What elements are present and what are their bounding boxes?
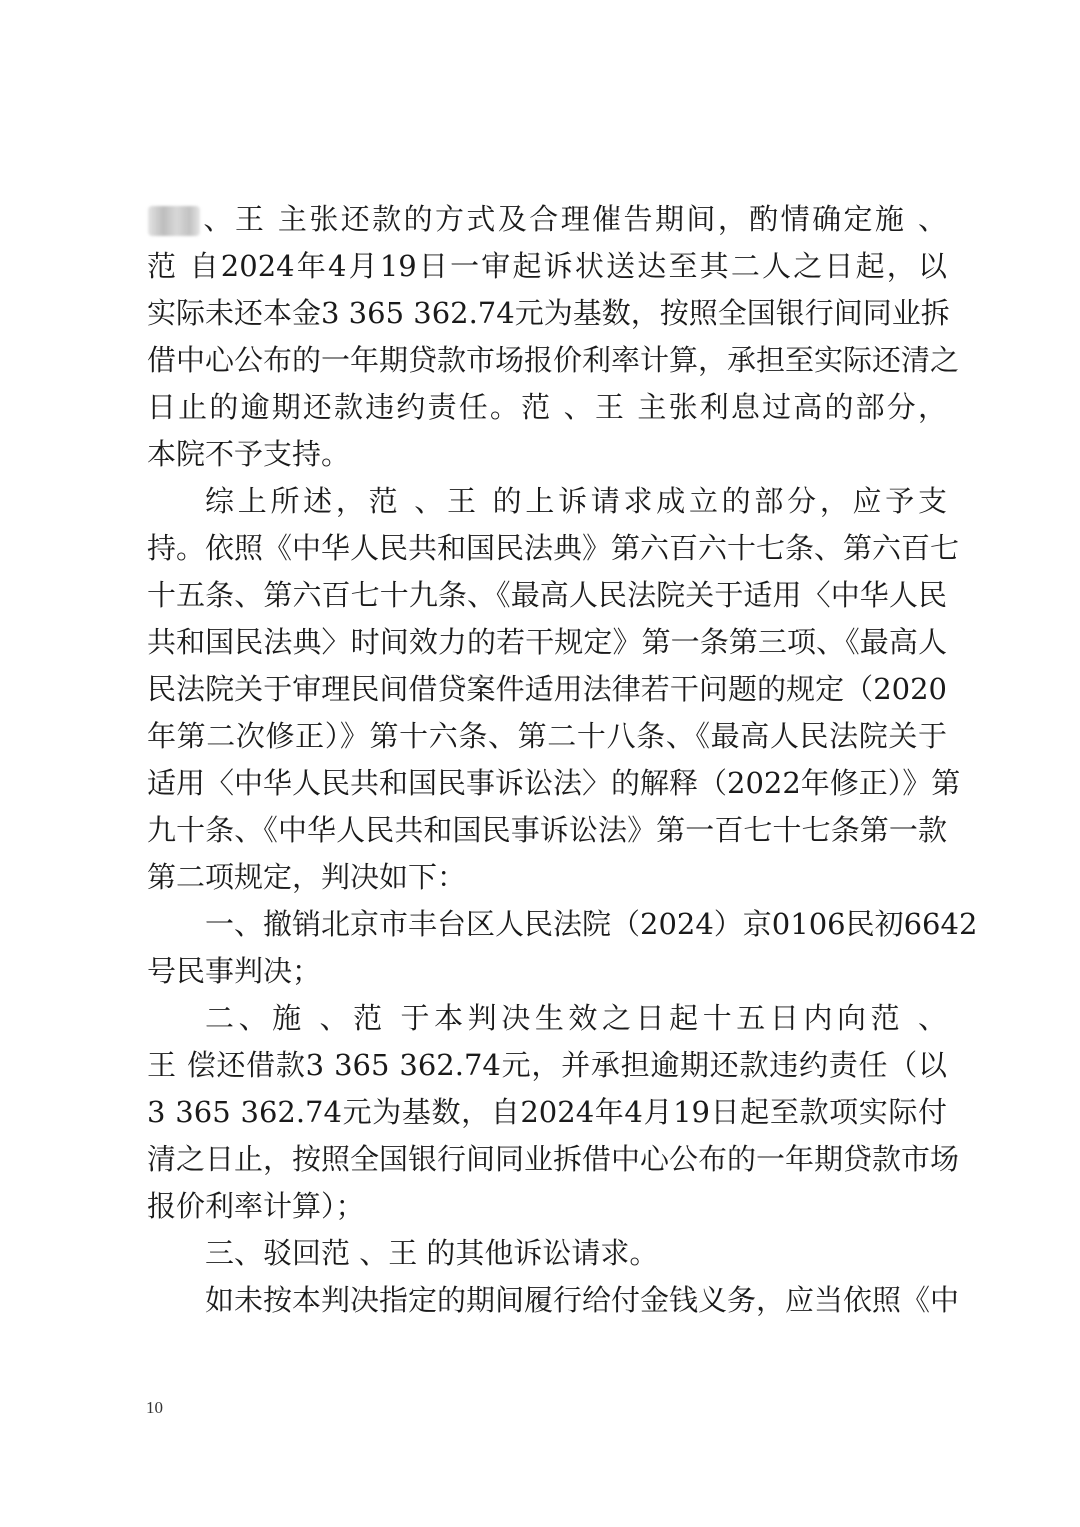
text-line-6 — [147, 431, 947, 478]
text-line-8 — [147, 525, 960, 572]
text-line-1 — [147, 196, 947, 243]
text-line-23 — [205, 1230, 947, 1277]
line-text: 借中心公布的一年期贷款市场报价利率计算，承担至实际还清之 — [147, 343, 960, 377]
line-text: 日止的逾期还款违约责任。范 、王 主张利息过高的部分， — [147, 390, 947, 424]
redacted-name — [148, 206, 200, 236]
line-text: 民法院关于审理民间借贷案件适用法律若干问题的规定（2020 — [147, 672, 947, 706]
line-text: 三、驳回范 、王 的其他诉讼请求。 — [205, 1236, 659, 1270]
line-text: 十五条、第六百七十九条、《最高人民法院关于适用〈中华人民 — [147, 578, 947, 612]
line-text: 报价利率计算）； — [147, 1189, 365, 1223]
text-line-12 — [147, 713, 947, 760]
text-line-21 — [147, 1136, 960, 1183]
text-line-10 — [147, 619, 947, 666]
text-line-9 — [147, 572, 947, 619]
line-text: 、王 主张还款的方式及合理催告期间，酌情确定施 、 — [201, 202, 947, 236]
line-text: 清之日止，按照全国银行间同业拆借中心公布的一年期贷款市场 — [147, 1142, 960, 1176]
line-text: 二、施 、范 于本判决生效之日起十五日内向范 、 — [205, 1001, 947, 1035]
line-text: 综上所述，范 、王 的上诉请求成立的部分，应予支 — [205, 484, 947, 518]
text-line-11 — [147, 666, 947, 713]
text-line-4 — [147, 337, 960, 384]
text-line-7 — [205, 478, 947, 525]
text-line-3 — [147, 290, 950, 337]
text-line-16 — [205, 901, 978, 948]
line-text: 本院不予支持。 — [147, 437, 351, 471]
line-text: 如未按本判决指定的期间履行给付金钱义务，应当依照《中 — [205, 1283, 960, 1317]
line-text: 持。依照《中华人民共和国民法典》第六百六十七条、第六百七 — [147, 531, 960, 565]
line-text: 一、撤销北京市丰台区人民法院（2024）京0106民初6642 — [205, 907, 978, 941]
text-line-22 — [147, 1183, 947, 1230]
line-text: 3 365 362.74元为基数，自2024年4月19日起至款项实际付 — [147, 1095, 947, 1129]
line-text: 实际未还本金3 365 362.74元为基数，按照全国银行间同业拆 — [147, 296, 950, 330]
text-line-13 — [147, 760, 961, 807]
line-text: 共和国民法典〉时间效力的若干规定》第一条第三项、《最高人 — [147, 625, 947, 659]
line-text: 号民事判决； — [147, 954, 322, 988]
text-line-24 — [205, 1277, 960, 1324]
text-line-18 — [205, 995, 947, 1042]
line-text: 适用〈中华人民共和国民事诉讼法〉的解释（2022年修正）》第 — [147, 766, 961, 800]
line-text: 九十条、《中华人民共和国民事诉讼法》第一百七十七条第一款 — [147, 813, 947, 847]
text-line-14 — [147, 807, 947, 854]
text-line-5 — [147, 384, 947, 431]
line-text: 王 偿还借款3 365 362.74元，并承担逾期还款违约责任（以 — [147, 1048, 947, 1082]
text-line-19 — [147, 1042, 947, 1089]
text-line-17 — [147, 948, 947, 995]
text-line-20 — [147, 1089, 947, 1136]
line-text: 第二项规定，判决如下： — [147, 860, 467, 894]
line-text: 年第二次修正）》第十六条、第二十八条、《最高人民法院关于 — [147, 719, 947, 753]
line-text: 范 自2024年4月19日一审起诉状送达至其二人之日起，以 — [147, 249, 947, 283]
page-number: 10 — [146, 1398, 163, 1417]
text-line-15 — [147, 854, 947, 901]
text-line-2 — [147, 243, 947, 290]
